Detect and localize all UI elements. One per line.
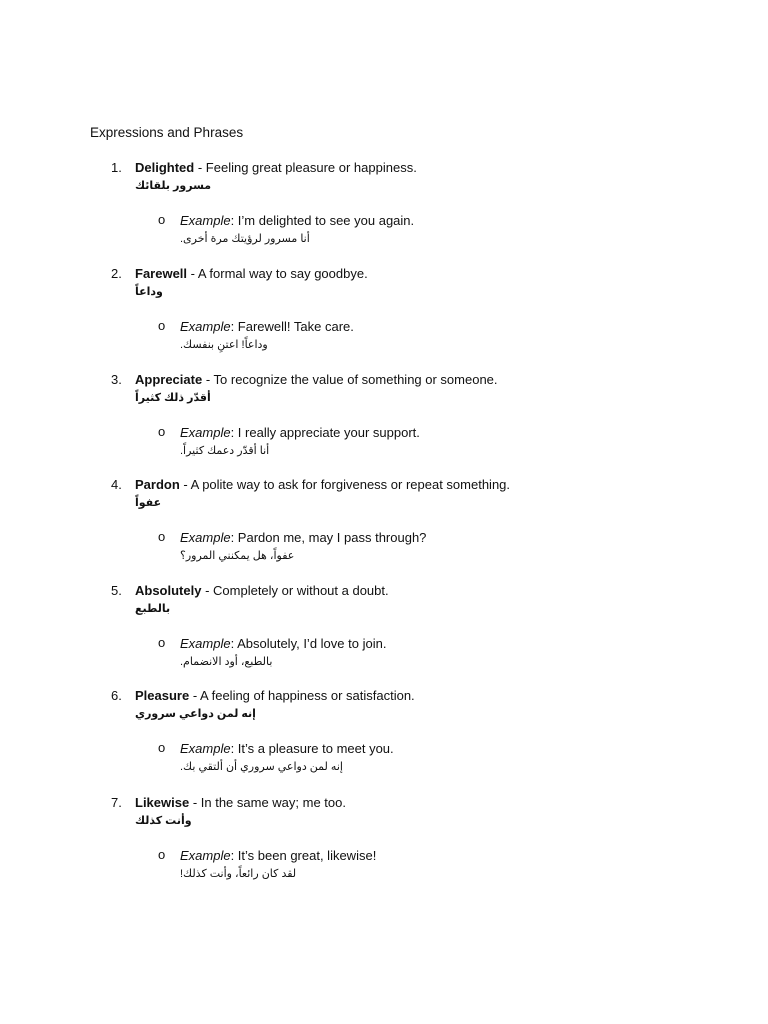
- example-label: Example: [180, 530, 231, 545]
- item-example: [180, 530, 426, 545]
- item-term: Farewell: [135, 266, 188, 281]
- example-text: : I really appreciate your support.: [230, 425, 420, 440]
- example-text: : Pardon me, may I pass through?: [230, 530, 427, 545]
- item-definition: - To recognize the value of something or someone.: [202, 372, 498, 387]
- bullet-icon: o: [158, 318, 166, 333]
- item-number: 5.: [111, 583, 122, 598]
- item-heading: [135, 160, 417, 175]
- example-label: Example: [180, 425, 231, 440]
- item-definition: - In the same way; me too.: [189, 795, 346, 810]
- bullet-icon: o: [158, 847, 166, 862]
- example-label: Example: [180, 636, 231, 651]
- example-text: : It’s a pleasure to meet you.: [230, 741, 394, 756]
- item-definition: - A polite way to ask for forgiveness or repeat something.: [179, 477, 511, 492]
- item-term: Appreciate: [135, 372, 203, 387]
- item-arabic: مسرور بلقائك: [135, 180, 212, 192]
- example-text: : Farewell! Take care.: [230, 319, 354, 334]
- item-term: Pardon: [135, 477, 180, 492]
- example-text: : Absolutely, I’d love to join.: [230, 636, 387, 651]
- example-arabic: إنه لمن دواعي سروري أن ألتقي بك.: [180, 761, 343, 773]
- item-term: Likewise: [135, 795, 190, 810]
- bullet-icon: o: [158, 529, 166, 544]
- item-example: [180, 636, 386, 651]
- item-heading: [135, 795, 346, 810]
- example-label: Example: [180, 741, 231, 756]
- item-example: [180, 319, 354, 334]
- example-label: Example: [180, 319, 231, 334]
- item-term: Pleasure: [135, 688, 190, 703]
- page-title: Expressions and Phrases: [90, 125, 244, 140]
- item-heading: [135, 688, 415, 703]
- item-arabic: عفواً: [135, 497, 162, 509]
- example-arabic: عفواً، هل يمكنني المرور؟: [180, 550, 295, 562]
- item-definition: - A feeling of happiness or satisfaction.: [189, 688, 415, 703]
- item-number: 2.: [111, 266, 122, 281]
- item-number: 3.: [111, 372, 122, 387]
- item-number: 6.: [111, 688, 122, 703]
- example-arabic: لقد كان رائعاً، وأنت كذلك!: [180, 868, 297, 880]
- item-example: [180, 848, 376, 863]
- bullet-icon: o: [158, 635, 166, 650]
- item-term: Absolutely: [135, 583, 202, 598]
- bullet-icon: o: [158, 212, 166, 227]
- example-label: Example: [180, 848, 231, 863]
- item-arabic: إنه لمن دواعي سروري: [135, 708, 256, 720]
- item-definition: - Completely or without a doubt.: [201, 583, 389, 598]
- item-heading: [135, 266, 368, 281]
- item-example: [180, 213, 414, 228]
- item-arabic: وداعاً: [135, 286, 163, 298]
- item-example: [180, 741, 394, 756]
- item-heading: [135, 583, 389, 598]
- item-number: 7.: [111, 795, 122, 810]
- item-term: Delighted: [135, 160, 195, 175]
- example-arabic: بالطبع، أود الانضمام.: [180, 656, 273, 668]
- example-arabic: أنا مسرور لرؤيتك مرة أخرى.: [180, 233, 310, 245]
- item-heading: [135, 477, 510, 492]
- example-arabic: أنا أقدّر دعمك كثيراً.: [180, 445, 270, 457]
- item-arabic: بالطبع: [135, 603, 171, 615]
- item-arabic: وأنت كذلك: [135, 815, 192, 827]
- item-arabic: أقدّر ذلك كثيراً: [135, 392, 211, 404]
- bullet-icon: o: [158, 424, 166, 439]
- example-text: : It’s been great, likewise!: [230, 848, 377, 863]
- item-number: 1.: [111, 160, 122, 175]
- example-label: Example: [180, 213, 231, 228]
- example-arabic: وداعاً! اعتنِ بنفسك.: [180, 339, 268, 351]
- bullet-icon: o: [158, 740, 166, 755]
- item-definition: - A formal way to say goodbye.: [187, 266, 368, 281]
- item-number: 4.: [111, 477, 122, 492]
- item-example: [180, 425, 420, 440]
- example-text: : I’m delighted to see you again.: [230, 213, 415, 228]
- item-heading: [135, 372, 498, 387]
- item-definition: - Feeling great pleasure or happiness.: [194, 160, 417, 175]
